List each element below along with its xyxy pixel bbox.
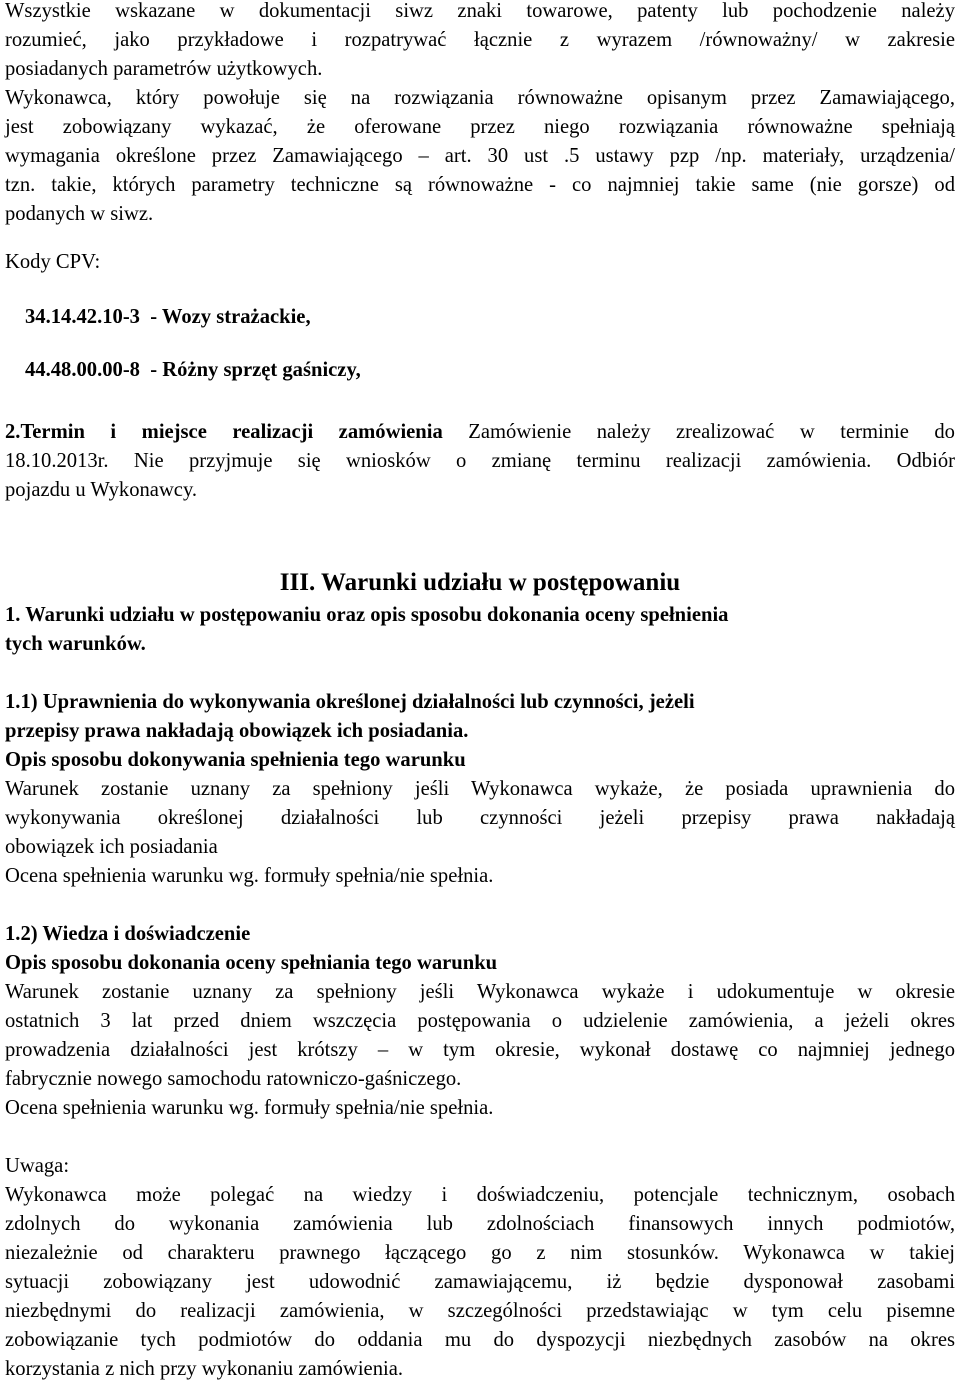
note-label: Uwaga: <box>5 1155 70 1177</box>
text-line: Wykonawca, który powołuje się na rozwiązania równoważne opisanym przez Zamawiającego, <box>5 87 955 109</box>
description-heading: Opis sposobu dokonywania spełnienia tego warunku <box>5 749 466 771</box>
text-line: obowiązek ich posiadania <box>5 836 218 858</box>
subsection-title: tych warunków. <box>5 633 146 655</box>
text-line: Wszystkie wskazane w dokumentacji siwz znaki towarowe, patenty lub pochodzenie należy <box>5 0 955 22</box>
section-2-text: Zamówienie należy zrealizować w terminie do <box>442 421 955 443</box>
cpv-code: 34.14.42.10-3 - Wozy strażackie, <box>25 306 311 328</box>
text-line: rozumieć, jako przykładowe i rozpatrywać łącznie z wyrazem /równoważny/ w zakresie <box>5 29 955 51</box>
text-line: ostatnich 3 lat przed dniem wszczęcia postępowania o udzielenie zamówienia, a jeżeli okres <box>5 1010 955 1032</box>
text-line: jest zobowiązany wykazać, że oferowane przez niego rozwiązania równoważne spełniają <box>5 116 955 138</box>
note-line: Wykonawca może polegać na wiedzy i doświadczeniu, potencjale technicznym, osobach <box>5 1184 955 1206</box>
text-line: pojazdu u Wykonawcy. <box>5 479 198 501</box>
note-line: korzystania z nich przy wykonaniu zamówienia. <box>5 1358 404 1380</box>
text-line: Warunek zostanie uznany za spełniony jeśli Wykonawca wykaże i udokumentuje w okresie <box>5 981 955 1003</box>
text-line: Warunek zostanie uznany za spełniony jeśli Wykonawca wykaże, że posiada uprawnienia do <box>5 778 955 800</box>
note-line: sytuacji zobowiązany jest udowodnić zamawiającemu, iż będzie dysponował zasobami <box>5 1271 955 1293</box>
text-line: prowadzenia działalności jest krótszy – w tym okresie, wykonał dostawę co najmniej jednego <box>5 1039 955 1061</box>
text-line: Ocena spełnienia warunku wg. formuły spełnia/nie spełnia. <box>5 1097 494 1119</box>
subsection-1-2-title: 1.2) Wiedza i doświadczenie <box>5 923 251 945</box>
text-line: 18.10.2013r. Nie przyjmuje się wniosków o zmianę terminu realizacji zamówienia. Odbiór <box>5 450 955 472</box>
section-heading: III. Warunki udziału w postępowaniu <box>279 569 681 596</box>
section-2-title: 2.Termin i miejsce realizacji zamówienia <box>5 421 443 443</box>
section-2-line <box>5 418 955 447</box>
subsection-1-1-title: przepisy prawa nakładają obowiązek ich posiadania. <box>5 720 469 742</box>
text-line: fabrycznie nowego samochodu ratowniczo-gaśniczego. <box>5 1068 462 1090</box>
text-line: posiadanych parametrów użytkowych. <box>5 58 323 80</box>
subsection-1-1-title: 1.1) Uprawnienia do wykonywania określonej działalności lub czynności, jeżeli <box>5 691 695 713</box>
note-line: zobowiązanie tych podmiotów do oddania mu do dyspozycji niezbędnych zasobów na okres <box>5 1329 955 1351</box>
text-line: podanych w siwz. <box>5 203 154 225</box>
subsection-title: 1. Warunki udziału w postępowaniu oraz opis sposobu dokonania oceny spełnienia <box>5 604 729 626</box>
note-line: zdolnych do wykonania zamówienia lub zdolnościach finansowych innych podmiotów, <box>5 1213 955 1235</box>
note-line: niezależnie od charakteru prawnego łączącego go z nim stosunków. Wykonawca w takiej <box>5 1242 955 1264</box>
text-line: Ocena spełnienia warunku wg. formuły spełnia/nie spełnia. <box>5 865 494 887</box>
cpv-code: 44.48.00.00-8 - Różny sprzęt gaśniczy, <box>25 359 361 381</box>
text-line: tzn. takie, których parametry techniczne są równoważne - co najmniej takie same (nie gorsze) od <box>5 174 955 196</box>
text-line: wykonywania określonej działalności lub czynności jeżeli przepisy prawa nakładają <box>5 807 955 829</box>
cpv-label: Kody CPV: <box>5 251 101 273</box>
text-line: wymagania określone przez Zamawiającego – art. 30 ust .5 ustawy pzp /np. materiały, urządzenia/ <box>5 145 955 167</box>
note-line: niezbędnymi do realizacji zamówienia, w szczególności przedstawiając w tym celu pisemne <box>5 1300 955 1322</box>
description-heading: Opis sposobu dokonania oceny spełniania tego warunku <box>5 952 498 974</box>
